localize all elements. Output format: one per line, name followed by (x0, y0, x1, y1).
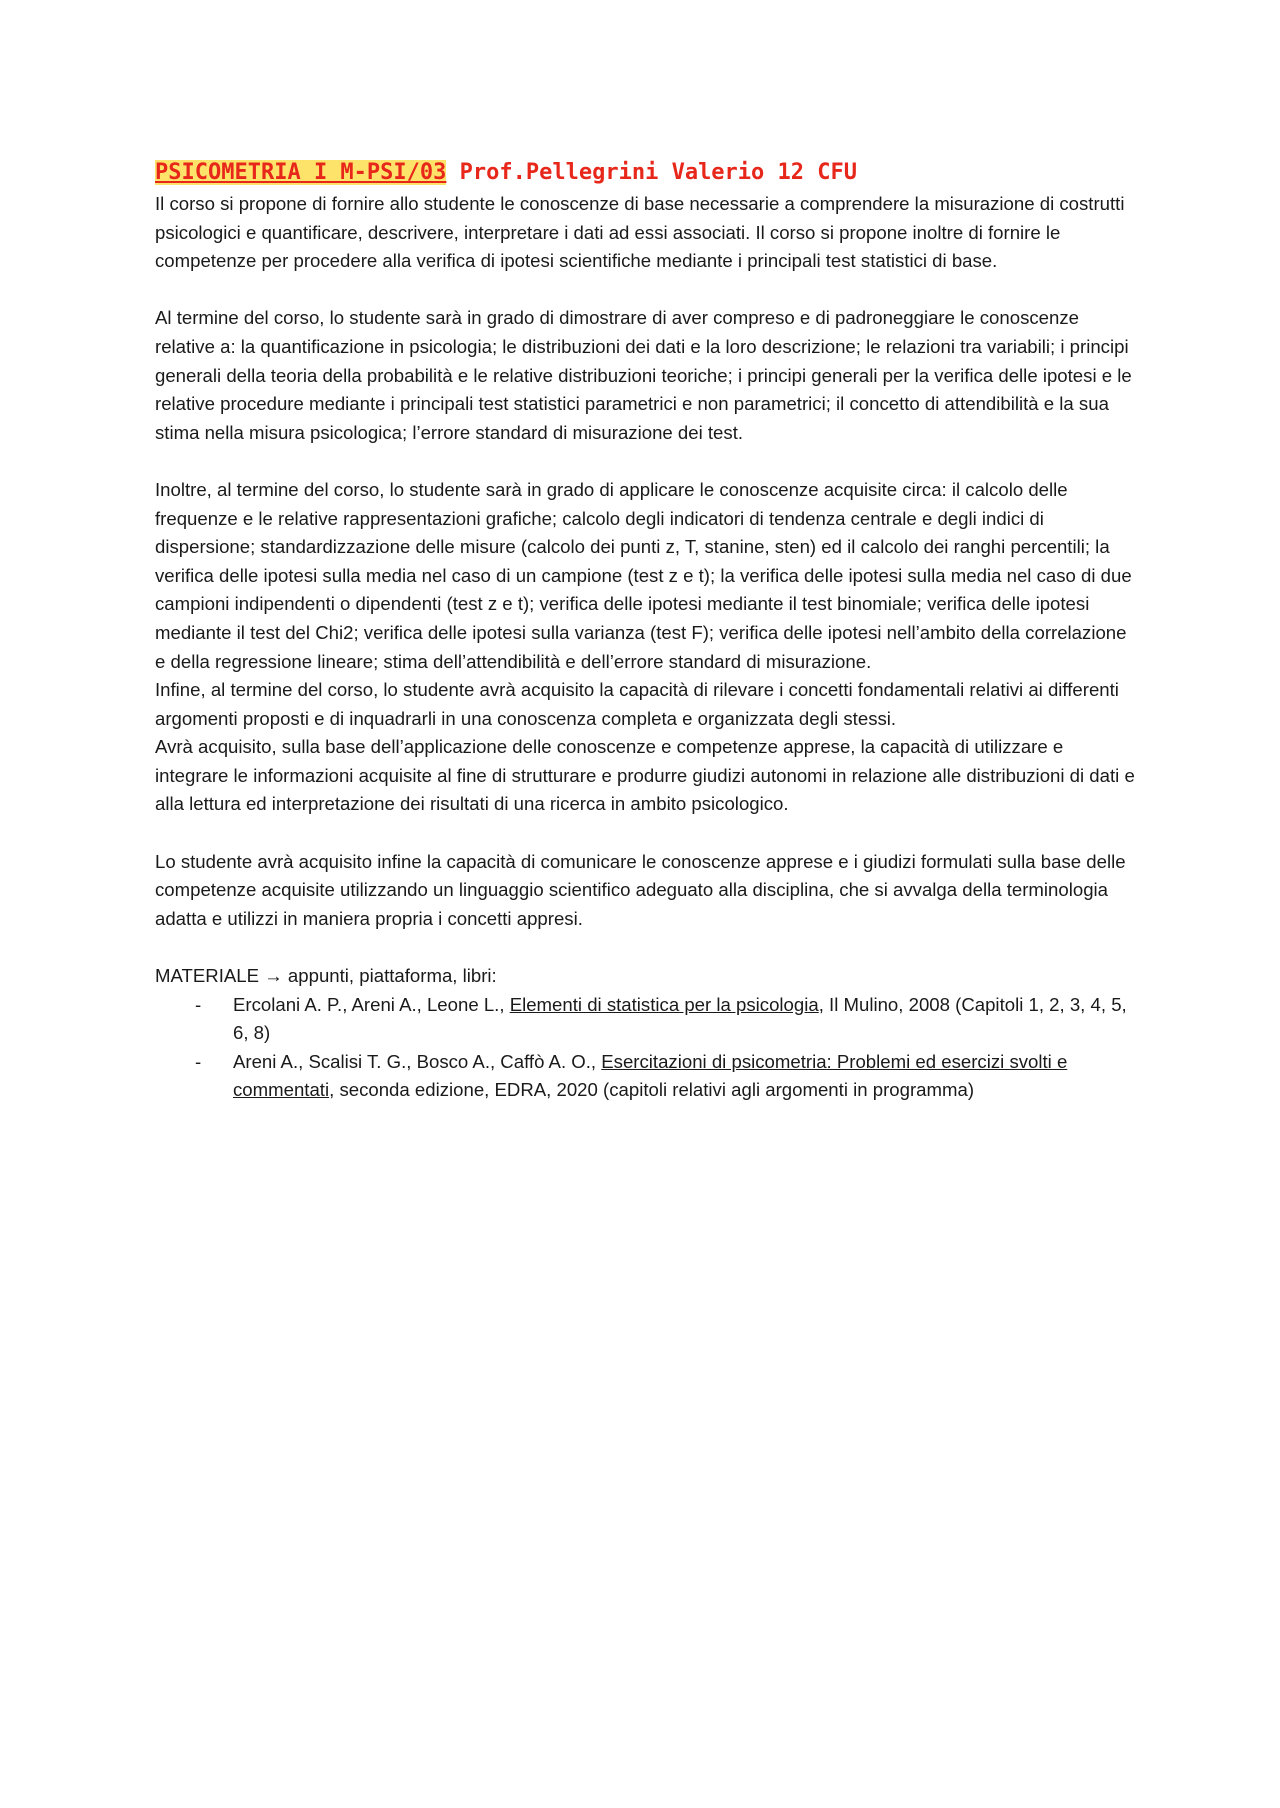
materials-label: MATERIALE → appunti, piattaforma, libri: (155, 965, 497, 987)
paragraph-knowledge: Al termine del corso, lo studente sarà in grado di dimostrare di aver compreso e di padroneggiare le conoscenze relative a: la quantificazione in psicologia; le distribuzioni dei dati e la loro descrizione; le relazioni tra variabili; i principi generali della teoria della probabilità e le relative distribuzioni teoriche; i principi generali per la verifica delle ipotesi e le relative procedure mediante i principali test statistici parametrici e non parametrici; il concetto di attendibilità e la sua stima nella misura psicologica; l’errore standard di misurazione dei test. (155, 307, 1132, 443)
list-dash: - (195, 1050, 202, 1072)
reference-list (155, 991, 1135, 1105)
paragraph-course-aim: Il corso si propone di fornire allo studente le conoscenze di base necessarie a comprendere la misurazione di costrutti psicologici e quantificare, descrivere, interpretare i dati ad essi associati. Il corso si propone inoltre di fornire le competenze per procedere alla verifica di ipotesi scientifiche mediante i principali test statistici di base. (155, 193, 1125, 272)
reference-authors: Areni A., Scalisi T. G., Bosco A., Caffò A. O., (233, 1050, 602, 1072)
reference-authors: Ercolani A. P., Areni A., Leone L., (233, 993, 510, 1015)
reference-details: , seconda edizione, EDRA, 2020 (capitoli relativi agli argomenti in programma) (329, 1079, 975, 1101)
paragraph-applied-skills: Inoltre, al termine del corso, lo studente sarà in grado di applicare le conoscenze acquisite circa: il calcolo delle frequenze e le relative rappresentazioni grafiche; calcolo degli indicatori di tendenza centrale e degli indici di dispersione; standardizzazione delle misure (calcolo dei punti z, T, stanine, sten) ed il calcolo dei ranghi percentili; la verifica delle ipotesi sulla media nel caso di un campione (test z e t); la verifica delle ipotesi sulla media nel caso di due campioni indipendenti o dipendenti (test z e t); verifica delle ipotesi mediante il test binomiale; verifica delle ipotesi mediante il test del Chi2; verifica delle ipotesi sulla varianza (test F); verifica delle ipotesi nell’ambito della correlazione e della regressione lineare; stima dell’attendibilità e dell’errore standard di misurazione. (155, 478, 1132, 672)
document-page (155, 158, 1135, 1105)
paragraph-judgement: Infine, al termine del corso, lo studente avrà acquisito la capacità di rilevare i concetti fondamentali relativi ai differenti argomenti proposti e di inquadrarli in una conoscenza completa e organizzata degli stessi. (155, 679, 1119, 729)
reference-details: , Il Mulino, 2008 (Capitoli 1, 2, 3, 4, 5, 6, 8) (233, 993, 1127, 1044)
reference-title: Elementi di statistica per la psicologia (509, 993, 819, 1015)
paragraph-communication: Lo studente avrà acquisito infine la capacità di comunicare le conoscenze apprese e i giudizi formulati sulla base delle competenze acquisite utilizzando un linguaggio scientifico adeguato alla disciplina, che si avvalga della terminologia adatta e utilizzi in maniera propria i concetti appresi. (155, 850, 1126, 929)
reference-title: Esercitazioni di psicometria: Problemi ed esercizi svolti e commentati (233, 1050, 1068, 1101)
course-code: PSICOMETRIA I M-PSI/03 (155, 160, 447, 185)
list-dash: - (195, 993, 202, 1015)
list-item (155, 1048, 1135, 1105)
document-title (155, 158, 1135, 188)
paragraph-autonomy: Avrà acquisito, sulla base dell’applicazione delle conoscenze e competenze apprese, la capacità di utilizzare e integrare le informazioni acquisite al fine di strutturare e produrre giudizi autonomi in relazione alle distribuzioni di dati e alla lettura ed interpretazione dei risultati di una ricerca in ambito psicologico. (155, 736, 1135, 815)
list-item (155, 991, 1135, 1048)
professor-credits: Prof.Pellegrini Valerio 12 CFU (446, 160, 858, 185)
